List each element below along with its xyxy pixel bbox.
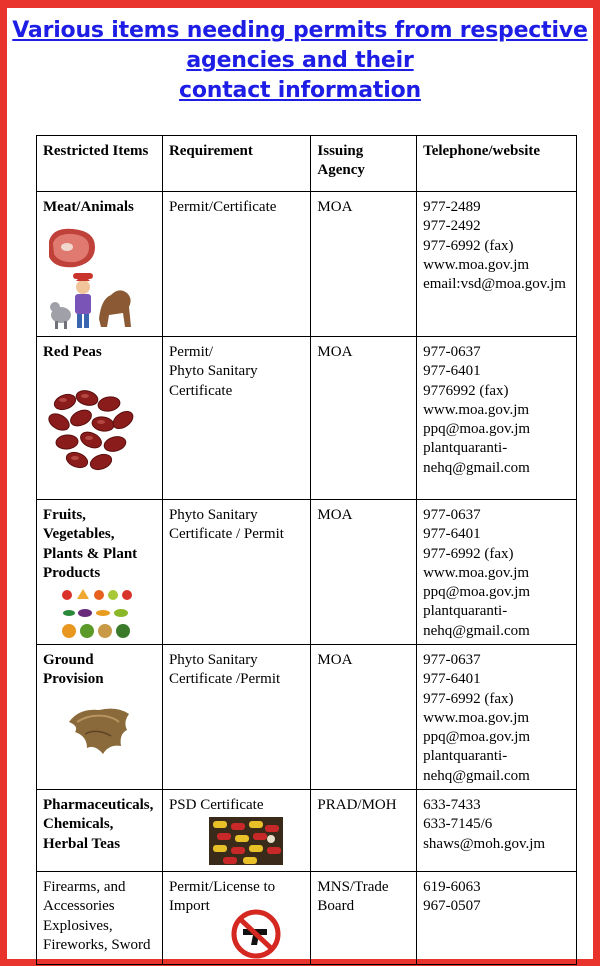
agency-cell: MOA [311,645,417,790]
title-line-3: contact information [179,78,421,103]
requirement-cell: Phyto Sanitary Certificate / Permit [162,500,310,645]
title-line-1: Various items needing permits from respective [12,18,588,43]
no-firearms-icon [229,909,283,959]
meat-and-animals-image [43,223,135,333]
requirement-cell: Permit/ Phyto Sanitary Certificate [162,337,310,500]
contact-cell: 619-6063 967-0507 [417,872,577,965]
requirement-cell: Phyto Sanitary Certificate /Permit [162,645,310,790]
agency-cell: MOA [311,337,417,500]
table-header-row [37,136,577,192]
item-name: Firearms, and Accessories Explosives, Fireworks, Sword [37,872,163,965]
item-name: Ground Provision [43,652,104,688]
table-row [37,872,577,965]
item-name: Fruits, Vegetables, Plants & Plant Products [43,507,138,581]
item-name: Red Peas [43,344,102,360]
page-title[interactable] [7,16,593,106]
requirement-cell: Permit/Certificate [162,192,310,337]
fruits-vegetables-image [59,587,139,639]
contact-cell: 977-0637 977-6401 977-6992 (fax) www.moa.gov.jm ppq@moa.gov.jm plantquaranti-nehq@gmail.com [417,645,577,790]
table-row [37,500,577,645]
agency-cell: MOA [311,500,417,645]
header-contact: Telephone/website [417,136,577,192]
header-restricted-items: Restricted Items [37,136,163,192]
agency-cell: PRAD/MOH [311,790,417,872]
requirement-text: Permit/License to Import [168,879,276,915]
title-line-2: agencies and their [186,48,414,73]
agency-cell: MNS/Trade Board [311,872,417,965]
item-name: Pharmaceuticals, Chemicals, Herbal Teas [37,790,163,872]
table-row [37,192,577,337]
contact-cell: 977-2489 977-2492 977-6992 (fax) www.moa.gov.jm email:vsd@moa.gov.jm [417,192,577,337]
red-peas-image [47,388,139,480]
header-issuing-agency: Issuing Agency [311,136,417,192]
pills-image [209,817,283,865]
header-requirement: Requirement [162,136,310,192]
contact-cell: 633-7433 633-7145/6 shaws@moh.gov.jm [417,790,577,872]
table-row [37,337,577,500]
requirement-text: PSD Certificate [168,797,264,813]
contact-cell: 977-0637 977-6401 9776992 (fax) www.moa.gov.jm ppq@moa.gov.jm plantquaranti-nehq@gmail.com [417,337,577,500]
ground-provision-image [65,700,135,758]
table-row [37,645,577,790]
item-name: Meat/Animals [43,199,134,215]
table-row [37,790,577,872]
contact-cell: 977-0637 977-6401 977-6992 (fax) www.moa.gov.jm ppq@moa.gov.jm plantquaranti-nehq@gmail.com [417,500,577,645]
permits-table [36,135,577,965]
agency-cell: MOA [311,192,417,337]
